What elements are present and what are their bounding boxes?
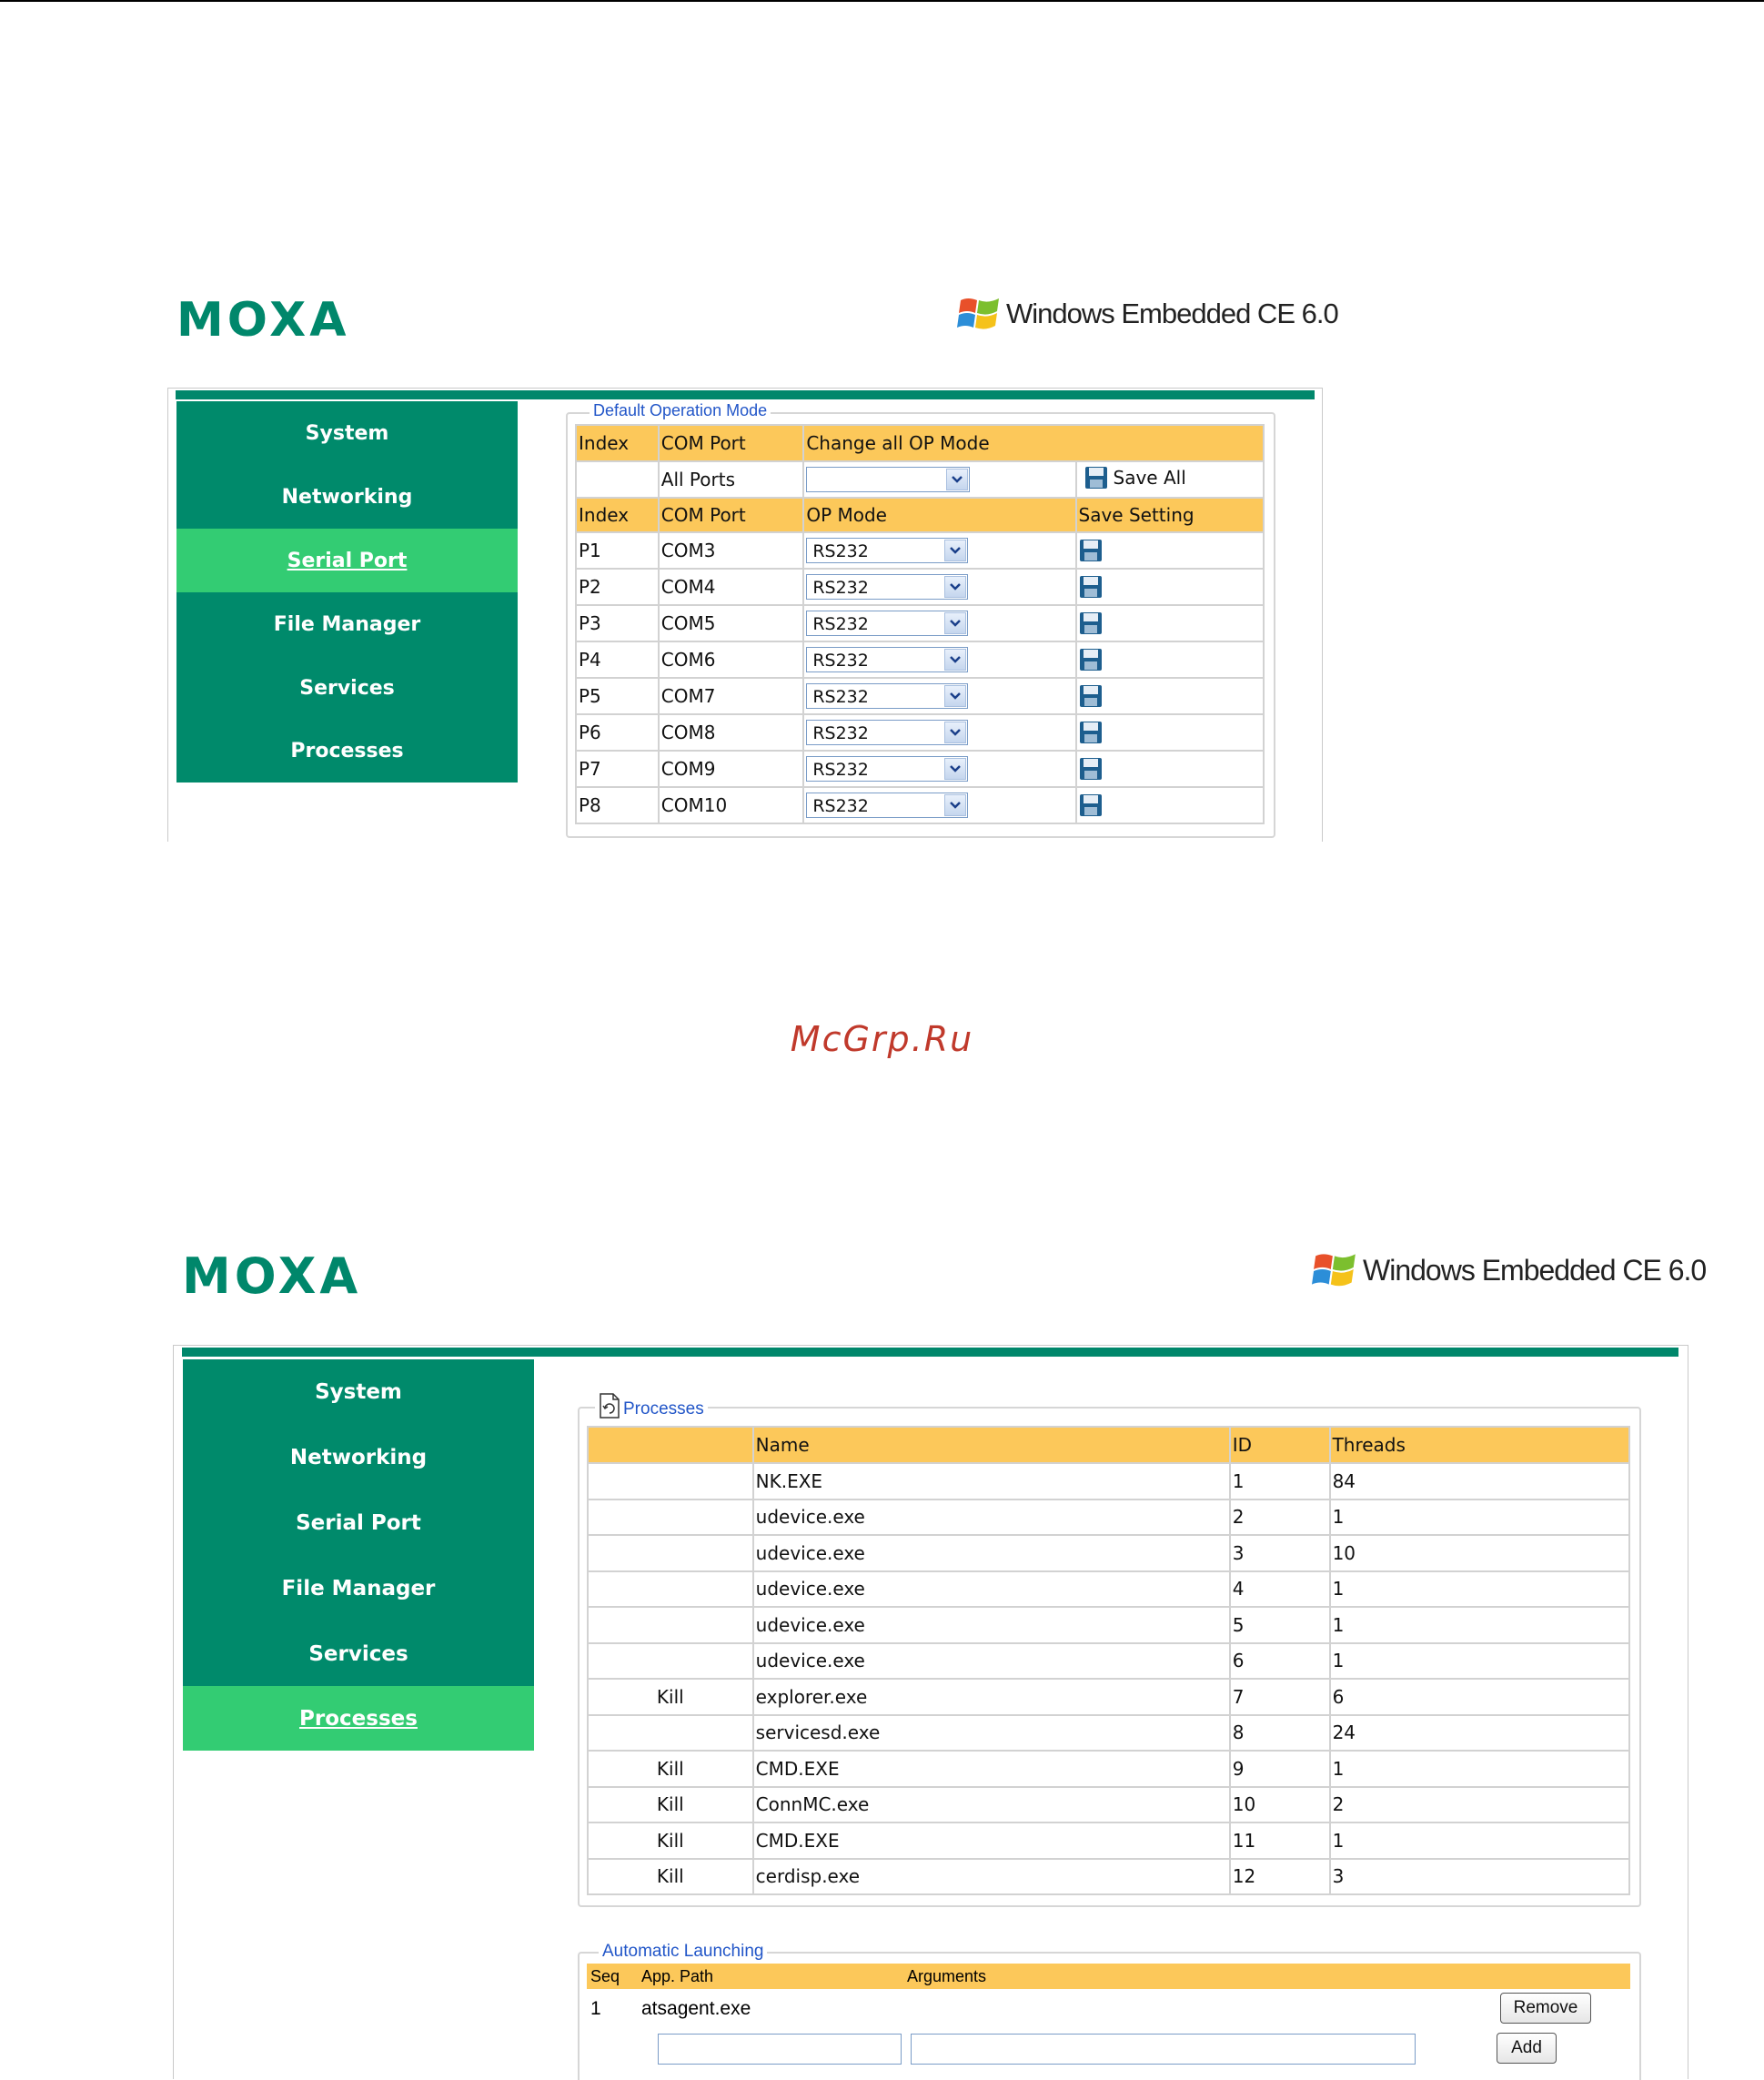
op-mode-cell: [803, 714, 1075, 751]
processes-top-bar: [182, 1348, 1678, 1357]
save-all-button[interactable]: [1084, 466, 1186, 490]
all-ports-select-cell: [803, 461, 1075, 498]
process-threads: 10: [1330, 1535, 1629, 1571]
op-mode-select[interactable]: RS232: [806, 538, 968, 563]
windows-flag-icon: [957, 293, 1003, 335]
serial-port-table: [575, 424, 1265, 824]
header-action: [588, 1427, 753, 1463]
process-name: cerdisp.exe: [753, 1859, 1230, 1895]
process-id: 2: [1230, 1499, 1330, 1536]
chevron-down-icon: [946, 469, 968, 490]
nav-system[interactable]: System: [305, 421, 389, 445]
header-threads: Threads: [1330, 1427, 1629, 1463]
header-index: Index: [576, 498, 659, 532]
kill-cell-empty: [588, 1607, 753, 1643]
serial-port-row: [576, 641, 1264, 678]
port-com: COM8: [659, 714, 804, 751]
save-all-label: Save All: [1113, 466, 1186, 489]
save-setting-cell: [1076, 605, 1265, 641]
all-ports-index: [576, 461, 659, 498]
process-row: [588, 1859, 1629, 1895]
header-name: Name: [753, 1427, 1230, 1463]
port-com: COM5: [659, 605, 804, 641]
process-row: [588, 1643, 1629, 1680]
process-name: explorer.exe: [753, 1679, 1230, 1715]
process-threads: 1: [1330, 1499, 1629, 1536]
chevron-down-icon: [944, 612, 966, 634]
windows-embedded-logo: [957, 293, 1338, 335]
header-op-mode: OP Mode: [803, 498, 1075, 532]
op-mode-select[interactable]: RS232: [806, 611, 968, 636]
process-id: 10: [1230, 1787, 1330, 1823]
nav-networking[interactable]: Networking: [281, 485, 413, 509]
os-text: Windows Embedded CE 6.0: [1006, 298, 1338, 329]
processes-legend: [595, 1392, 708, 1419]
process-id: 12: [1230, 1859, 1330, 1895]
save-setting-icon[interactable]: [1079, 611, 1103, 635]
save-setting-cell: [1076, 641, 1265, 678]
save-setting-icon[interactable]: [1079, 575, 1103, 599]
op-mode-cell: [803, 751, 1075, 787]
op-mode-select[interactable]: RS232: [806, 793, 968, 818]
automatic-launching-legend: Automatic Launching: [599, 1942, 767, 1962]
kill-button[interactable]: Kill: [588, 1679, 753, 1715]
process-name: CMD.EXE: [753, 1823, 1230, 1859]
save-setting-icon[interactable]: [1079, 721, 1103, 744]
process-id: 11: [1230, 1823, 1330, 1859]
process-name: servicesd.exe: [753, 1715, 1230, 1752]
serial-port-row: [576, 714, 1264, 751]
op-mode-cell: [803, 605, 1075, 641]
process-id: 5: [1230, 1607, 1330, 1643]
port-com: COM6: [659, 641, 804, 678]
save-setting-cell: [1076, 569, 1265, 605]
processes-sidebar: [183, 1359, 534, 1751]
windows-flag-icon: [1312, 1248, 1359, 1292]
process-id: 4: [1230, 1571, 1330, 1608]
port-com: COM3: [659, 532, 804, 569]
port-index: P4: [576, 641, 659, 678]
arguments-input[interactable]: [911, 2034, 1416, 2065]
save-setting-cell: [1076, 751, 1265, 787]
process-row: [588, 1823, 1629, 1859]
op-mode-select[interactable]: RS232: [806, 683, 968, 709]
process-id: 3: [1230, 1535, 1330, 1571]
port-com: COM7: [659, 678, 804, 714]
header-arguments: Arguments: [907, 1967, 987, 1985]
process-document-icon: [599, 1392, 620, 1419]
process-row: [588, 1607, 1629, 1643]
process-threads: 1: [1330, 1571, 1629, 1608]
kill-cell-empty: [588, 1643, 753, 1680]
processes-legend-label: Processes: [623, 1399, 704, 1419]
save-setting-icon[interactable]: [1079, 793, 1103, 817]
port-index: P7: [576, 751, 659, 787]
change-all-header-row: [576, 425, 1264, 461]
port-index: P2: [576, 569, 659, 605]
process-name: CMD.EXE: [753, 1751, 1230, 1787]
header-id: ID: [1230, 1427, 1330, 1463]
process-name: udevice.exe: [753, 1643, 1230, 1680]
process-threads: 1: [1330, 1751, 1629, 1787]
port-com: COM10: [659, 787, 804, 823]
process-id: 6: [1230, 1643, 1330, 1680]
nav-serial-port[interactable]: Serial Port: [176, 529, 518, 592]
kill-cell-empty: [588, 1535, 753, 1571]
page-top-rule: [0, 0, 1764, 2]
op-mode-select[interactable]: RS232: [806, 720, 968, 745]
all-ports-row: [576, 461, 1264, 498]
port-index: P6: [576, 714, 659, 751]
process-name: udevice.exe: [753, 1607, 1230, 1643]
save-setting-cell: [1076, 714, 1265, 751]
process-id: 8: [1230, 1715, 1330, 1752]
chevron-down-icon: [944, 794, 966, 816]
port-com: COM4: [659, 569, 804, 605]
port-index: P1: [576, 532, 659, 569]
autolaunch-entry-row: [587, 1993, 1630, 2025]
process-row: [588, 1751, 1629, 1787]
app-path-input[interactable]: [658, 2034, 902, 2065]
kill-cell-empty: [588, 1499, 753, 1536]
chevron-down-icon: [944, 649, 966, 671]
add-button[interactable]: Add: [1497, 2033, 1557, 2064]
process-row: [588, 1679, 1629, 1715]
kill-button[interactable]: Kill: [588, 1787, 753, 1823]
process-id: 9: [1230, 1751, 1330, 1787]
header-com-port: COM Port: [659, 425, 804, 461]
port-index: P3: [576, 605, 659, 641]
port-com: COM9: [659, 751, 804, 787]
autolaunch-header-row: [587, 1964, 1630, 1989]
process-row: [588, 1463, 1629, 1499]
kill-cell-empty: [588, 1463, 753, 1499]
process-name: udevice.exe: [753, 1499, 1230, 1536]
header-index: Index: [576, 425, 659, 461]
process-name: NK.EXE: [753, 1463, 1230, 1499]
process-threads: 6: [1330, 1679, 1629, 1715]
nav-serial-port[interactable]: Serial Port: [296, 1511, 421, 1535]
process-threads: 3: [1330, 1859, 1629, 1895]
change-all-op-mode-select[interactable]: [806, 467, 970, 492]
processes-header-row: [588, 1427, 1629, 1463]
ports-header-row: [576, 498, 1264, 532]
save-setting-icon[interactable]: [1079, 684, 1103, 708]
all-ports-label: All Ports: [659, 461, 804, 498]
process-threads: 2: [1330, 1787, 1629, 1823]
op-mode-cell: [803, 787, 1075, 823]
kill-cell-empty: [588, 1715, 753, 1752]
nav-file-manager[interactable]: File Manager: [273, 612, 421, 636]
save-setting-cell: [1076, 532, 1265, 569]
os-text: Windows Embedded CE 6.0: [1363, 1253, 1707, 1287]
header-com-port: COM Port: [659, 498, 804, 532]
nav-file-manager[interactable]: File Manager: [281, 1577, 436, 1600]
save-setting-icon[interactable]: [1079, 757, 1103, 781]
process-threads: 1: [1330, 1823, 1629, 1859]
processes-table: [587, 1426, 1630, 1895]
header-seq: Seq: [590, 1967, 620, 1985]
port-index: P5: [576, 678, 659, 714]
nav-processes[interactable]: Processes: [183, 1686, 534, 1751]
chevron-down-icon: [944, 576, 966, 598]
serial-port-row: [576, 678, 1264, 714]
process-threads: 84: [1330, 1463, 1629, 1499]
save-all-cell: [1076, 461, 1265, 498]
default-operation-mode-legend: Default Operation Mode: [590, 401, 771, 420]
save-setting-cell: [1076, 678, 1265, 714]
op-mode-cell: [803, 532, 1075, 569]
process-row: [588, 1571, 1629, 1608]
save-setting-cell: [1076, 787, 1265, 823]
entry-app-path: atsagent.exe: [641, 1998, 751, 2019]
process-name: ConnMC.exe: [753, 1787, 1230, 1823]
process-row: [588, 1787, 1629, 1823]
op-mode-select[interactable]: RS232: [806, 756, 968, 782]
serial-port-row: [576, 751, 1264, 787]
header-change-all-op-mode: Change all OP Mode: [803, 425, 1264, 461]
serial-top-bar: [176, 390, 1315, 399]
serial-sidebar: [176, 401, 518, 783]
moxa-logo: MOXA: [176, 293, 350, 348]
process-id: 1: [1230, 1463, 1330, 1499]
process-row: [588, 1535, 1629, 1571]
moxa-logo: MOXA: [182, 1247, 362, 1305]
remove-button[interactable]: Remove: [1500, 1993, 1591, 2024]
nav-processes[interactable]: Processes: [290, 740, 404, 762]
port-index: P8: [576, 787, 659, 823]
serial-port-row: [576, 605, 1264, 641]
process-threads: 1: [1330, 1643, 1629, 1680]
chevron-down-icon: [944, 758, 966, 780]
kill-button[interactable]: Kill: [588, 1859, 753, 1895]
floppy-disk-icon: [1084, 466, 1108, 490]
op-mode-select[interactable]: RS232: [806, 647, 968, 672]
nav-networking[interactable]: Networking: [289, 1446, 428, 1469]
nav-system[interactable]: System: [315, 1380, 402, 1404]
header-app-path: App. Path: [641, 1967, 714, 1985]
nav-services[interactable]: Services: [299, 676, 395, 700]
kill-button[interactable]: Kill: [588, 1751, 753, 1787]
op-mode-cell: [803, 569, 1075, 605]
serial-port-row: [576, 787, 1264, 823]
entry-seq: 1: [590, 1998, 601, 2019]
process-name: udevice.exe: [753, 1535, 1230, 1571]
op-mode-cell: [803, 641, 1075, 678]
save-setting-icon[interactable]: [1079, 648, 1103, 671]
header-save-setting: Save Setting: [1076, 498, 1265, 532]
save-setting-icon[interactable]: [1079, 539, 1103, 562]
op-mode-cell: [803, 678, 1075, 714]
op-mode-select[interactable]: RS232: [806, 574, 968, 600]
chevron-down-icon: [944, 685, 966, 707]
kill-button[interactable]: Kill: [588, 1823, 753, 1859]
windows-embedded-logo: [1312, 1248, 1706, 1292]
chevron-down-icon: [944, 540, 966, 561]
serial-port-row: [576, 532, 1264, 569]
process-row: [588, 1715, 1629, 1752]
process-threads: 1: [1330, 1607, 1629, 1643]
chevron-down-icon: [944, 722, 966, 743]
process-threads: 24: [1330, 1715, 1629, 1752]
serial-port-row: [576, 569, 1264, 605]
process-row: [588, 1499, 1629, 1536]
nav-services[interactable]: Services: [308, 1641, 408, 1666]
watermark-text: McGrp.Ru: [790, 1019, 974, 1059]
kill-cell-empty: [588, 1571, 753, 1608]
process-id: 7: [1230, 1679, 1330, 1715]
process-name: udevice.exe: [753, 1571, 1230, 1608]
